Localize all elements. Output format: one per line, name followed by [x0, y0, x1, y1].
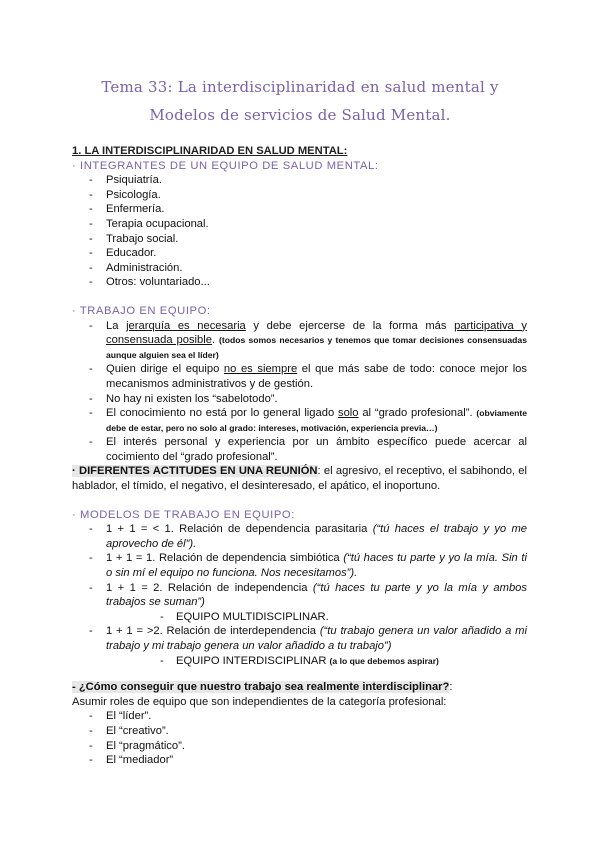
integrantes-heading: · INTEGRANTES DE UN EQUIPO DE SALUD MENTAL: — [72, 159, 379, 172]
sub-list-item: - EQUIPO INTERDISCIPLINAR (a lo que debemos aspirar) — [106, 654, 527, 669]
trabajo-list — [72, 319, 527, 465]
document-body — [72, 144, 527, 768]
list-item: - 1 + 1 = 1. Relación de dependencia simbiótica (“tú haces tu parte y yo la mía. Sin ti o sin mí el equipo no funciona. Nos necesitamos”). — [72, 551, 527, 580]
actitudes-label: · DIFERENTES ACTITUDES EN UNA REUNIÓN — [72, 465, 318, 478]
list-item: - El “mediador” — [72, 753, 527, 768]
list-item: - El “creativo”. — [72, 724, 527, 739]
list-item: - Psicología. — [72, 188, 527, 203]
list-item: - Educador. — [72, 246, 527, 261]
list-item: - El interés personal y experiencia por un ámbito específico puede acercar al cocimiento del “grado profesional”. — [72, 435, 527, 464]
list-item: - El “líder”. — [72, 709, 527, 724]
actitudes-paragraph: · DIFERENTES ACTITUDES EN UNA REUNIÓN: el agresivo, el receptivo, el sabihondo, el hablador, el tímido, el negativo, el desinteresado, el apático, el inoportuno. — [72, 465, 527, 493]
modelos-list — [72, 522, 527, 668]
pregunta-text: - ¿Cómo conseguir que nuestro trabajo sea realmente interdisciplinar? — [72, 681, 450, 694]
list-item: - El “pragmático”. — [72, 739, 527, 754]
page-title-line-1: Tema 33: La interdisciplinaridad en salud mental y — [101, 78, 499, 96]
page-title-line-2: Modelos de servicios de Salud Mental. — [149, 106, 451, 124]
list-item: - Trabajo social. — [72, 232, 527, 247]
list-item: - No hay ni existen los “sabelotodo”. — [72, 392, 527, 407]
pregunta-line: - ¿Cómo conseguir que nuestro trabajo sea realmente interdisciplinar?: — [72, 681, 453, 694]
list-item: - Otros: voluntariado... — [72, 275, 527, 290]
trabajo-heading: · TRABAJO EN EQUIPO: — [72, 304, 211, 317]
list-item: - Administración. — [72, 261, 527, 276]
modelos-heading: · MODELOS DE TRABAJO EN EQUIPO: — [72, 508, 295, 521]
roles-intro: Asumir roles de equipo que son independientes de la categoría profesional: — [72, 695, 447, 708]
list-item: - Enfermería. — [72, 202, 527, 217]
list-item: - Terapia ocupacional. — [72, 217, 527, 232]
integrantes-list — [72, 173, 527, 290]
section-heading: 1. LA INTERDISCIPLINARIDAD EN SALUD MENTAL: — [72, 145, 348, 157]
list-item: - El conocimiento no está por lo general ligado solo al “grado profesional”. (obviamente debe de estar, pero no solo al grado: intereses, motivación, experiencia previa…) — [72, 406, 527, 435]
list-item: - Psiquiatría. — [72, 173, 527, 188]
list-item: - Quien dirige el equipo no es siempre el que más sabe de todo: conoce mejor los mecanismos administrativos y de gestión. — [72, 362, 527, 391]
list-item: - 1 + 1 = < 1. Relación de dependencia parasitaria (“tú haces el trabajo y yo me aprovecho de él”). — [72, 522, 527, 551]
list-item: - La jerarquía es necesaria y debe ejercerse de la forma más participativa y consensuada posible. (todos somos necesarios y tenemos que tomar decisiones consensuadas aunque alguien sea el líder) — [72, 319, 527, 363]
sub-list-item: - EQUIPO MULTIDISCIPLINAR. — [106, 610, 527, 625]
list-item: - 1 + 1 = 2. Relación de independencia (“tú haces tu parte y yo la mía y ambos trabajos se suman”) - EQUIPO MULTIDISCIPLINAR. — [72, 581, 527, 625]
roles-list — [72, 709, 527, 767]
list-item: - 1 + 1 = >2. Relación de interdependencia (“tu trabajo genera un valor añadido a mi trabajo y mi trabajo genera un valor añadido a tu trabajo”) - EQUIPO INTERDISCIPLINAR (a lo que debemos aspirar) — [72, 624, 527, 668]
